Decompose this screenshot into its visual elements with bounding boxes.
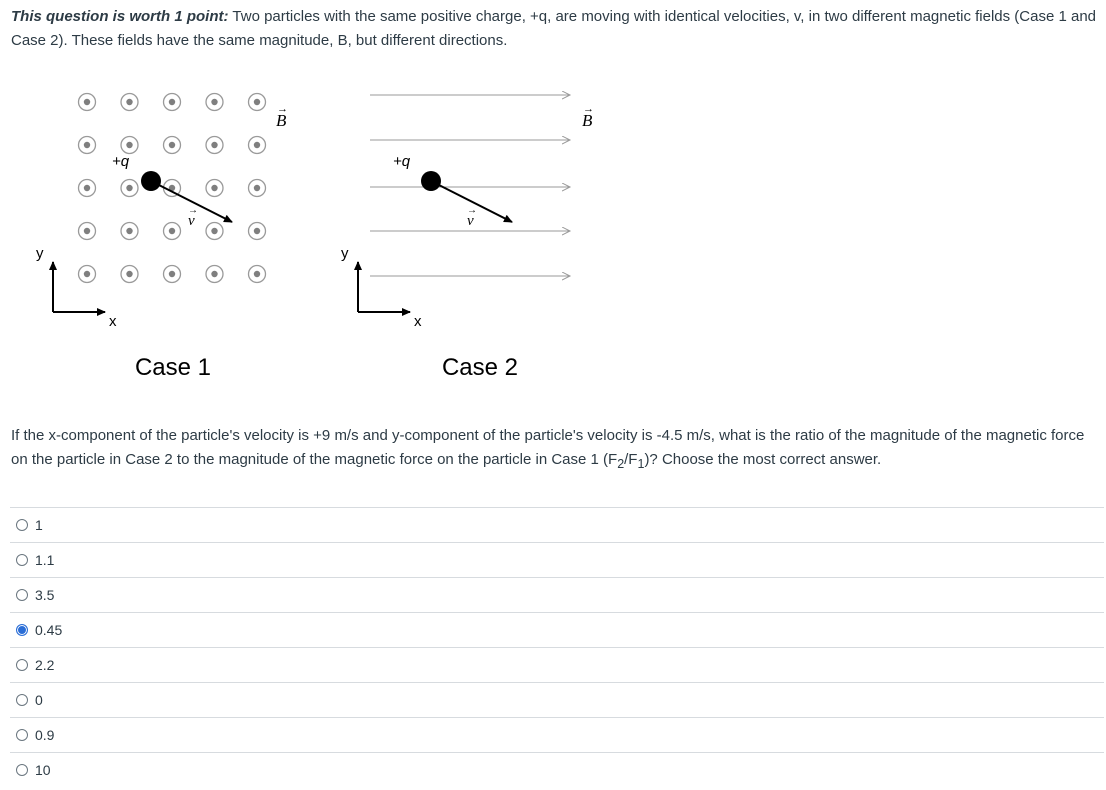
answer-option[interactable] xyxy=(10,682,1104,717)
answer-label: 1.1 xyxy=(35,552,55,568)
field-dot xyxy=(126,271,132,277)
case1-v-vector-arrow: → xyxy=(188,205,198,216)
case1-particle xyxy=(141,171,161,191)
field-dot xyxy=(84,228,90,234)
field-dot xyxy=(126,142,132,148)
case2-v-vector-arrow: → xyxy=(467,205,477,216)
field-dot xyxy=(126,185,132,191)
case2-b-vector-arrow: → xyxy=(583,103,594,115)
case2-x-axis-label: x xyxy=(414,313,422,330)
answer-list xyxy=(10,507,1104,787)
case2-y-axis-label: y xyxy=(341,245,349,262)
field-dot xyxy=(84,142,90,148)
answer-label: 2.2 xyxy=(35,657,55,673)
question-text xyxy=(11,424,1101,476)
case2-particle xyxy=(421,171,441,191)
case2-velocity-label xyxy=(467,205,477,229)
case1-b-letter: B xyxy=(276,111,287,130)
case1-field-label xyxy=(276,103,288,130)
field-dot xyxy=(211,99,217,105)
radio-button[interactable] xyxy=(16,624,28,636)
intro-text: Two particles with the same positive charge, +q, are moving with identical velocities, v, in two different magnetic fields (Case 1 and Case 2). These fields have the same magnitude, B, but different directions. xyxy=(11,8,1097,49)
field-dot xyxy=(169,142,175,148)
question-intro xyxy=(11,5,1101,53)
answer-option[interactable] xyxy=(10,577,1104,612)
answer-option[interactable] xyxy=(10,612,1104,647)
answer-label: 10 xyxy=(35,762,51,778)
field-dot xyxy=(254,185,260,191)
question-part2: /F xyxy=(624,451,638,468)
field-dot xyxy=(254,142,260,148)
radio-button[interactable] xyxy=(16,694,28,706)
points-lead: This question is worth 1 point: xyxy=(11,8,229,25)
case1-b-vector-arrow: → xyxy=(277,103,288,115)
out-of-page-field-dots xyxy=(79,94,266,283)
answer-option[interactable] xyxy=(10,752,1104,787)
field-dot xyxy=(169,271,175,277)
answer-label: 0 xyxy=(35,692,43,708)
answer-option[interactable] xyxy=(10,507,1104,542)
case2-charge-label: +q xyxy=(393,153,411,170)
field-dot xyxy=(211,142,217,148)
radio-button[interactable] xyxy=(16,589,28,601)
field-dot xyxy=(84,185,90,191)
case1-v-letter: v xyxy=(188,213,195,229)
case2-label: Case 2 xyxy=(441,354,519,381)
case1-y-axis-label: y xyxy=(36,245,44,262)
field-dot xyxy=(211,271,217,277)
case1-axes xyxy=(36,245,117,330)
radio-button[interactable] xyxy=(16,554,28,566)
field-dot xyxy=(169,228,175,234)
field-dot xyxy=(254,228,260,234)
radio-button[interactable] xyxy=(16,729,28,741)
field-dot xyxy=(126,228,132,234)
answer-label: 1 xyxy=(35,517,43,533)
case2-v-letter: v xyxy=(467,213,474,229)
field-dot xyxy=(169,99,175,105)
field-dot xyxy=(84,271,90,277)
physics-figure xyxy=(0,70,640,390)
case2-axes xyxy=(341,245,422,330)
case1-charge-label: +q xyxy=(112,153,130,170)
answer-option[interactable] xyxy=(10,647,1104,682)
field-dot xyxy=(84,99,90,105)
radio-button[interactable] xyxy=(16,659,28,671)
case1-x-axis-label: x xyxy=(109,313,117,330)
case1-velocity-label xyxy=(188,205,198,229)
question-sub-1: 1 xyxy=(637,457,645,471)
answer-option[interactable] xyxy=(10,717,1104,752)
case2-b-letter: B xyxy=(582,111,593,130)
case2-field-label xyxy=(582,103,594,130)
answer-label: 3.5 xyxy=(35,587,55,603)
field-dot xyxy=(254,271,260,277)
answer-label: 0.45 xyxy=(35,622,63,638)
answer-option[interactable] xyxy=(10,542,1104,577)
field-dot xyxy=(211,185,217,191)
radio-button[interactable] xyxy=(16,519,28,531)
horizontal-field-lines xyxy=(370,95,570,276)
field-dot xyxy=(254,99,260,105)
field-dot xyxy=(211,228,217,234)
radio-button[interactable] xyxy=(16,764,28,776)
question-part1: If the x-component of the particle's velocity is +9 m/s and y-component of the particle's velocity is -4.5 m/s, what is the ratio of the magnitude of the magnetic force on the particle in Case 2 to the magnitude of the magnetic force on the particle in Case 1 (F xyxy=(11,427,1085,468)
field-dot xyxy=(126,99,132,105)
case1-label: Case 1 xyxy=(134,354,212,381)
question-sub-2: 2 xyxy=(617,457,625,471)
question-part3: )? Choose the most correct answer. xyxy=(644,451,882,468)
answer-label: 0.9 xyxy=(35,727,55,743)
